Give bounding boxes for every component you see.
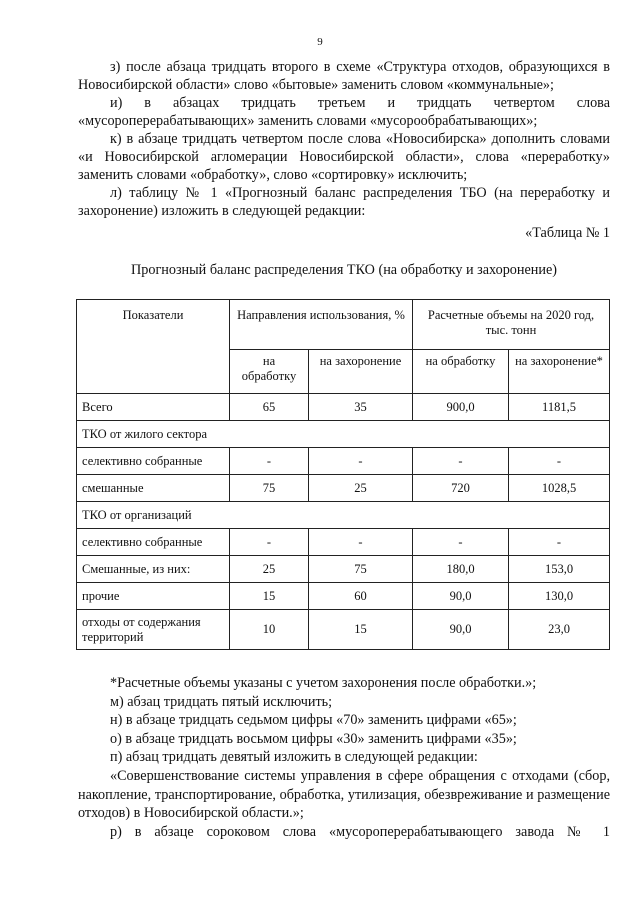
header-directions: Направления использования, % — [230, 300, 413, 350]
paragraph-r: р) в абзаце сороковом слова «мусороперерабатывающего завода № 1 — [110, 823, 610, 840]
table-cell: 720 — [413, 475, 509, 502]
table-row — [77, 529, 610, 556]
table-cell: 10 — [230, 610, 309, 650]
table-cell: 1028,5 — [509, 475, 610, 502]
amendments-bottom — [78, 674, 610, 841]
table-label: «Таблица № 1 — [525, 225, 610, 241]
table-cell: 23,0 — [509, 610, 610, 650]
table-cell: 15 — [230, 583, 309, 610]
table-cell: - — [309, 448, 413, 475]
table-cell: 90,0 — [413, 583, 509, 610]
paragraph-p-quote: «Совершенствование системы управления в сфере обращения с отходами (сбор, накопление, транспортирование, обработка, утилизация, обезвреживание и размещение отходов) в Новосибирской области.»; — [78, 767, 610, 822]
table-cell: 35 — [309, 394, 413, 421]
table-cell: 130,0 — [509, 583, 610, 610]
table-cell: 90,0 — [413, 610, 509, 650]
page-number: 9 — [317, 36, 323, 48]
table-cell: 153,0 — [509, 556, 610, 583]
subheader-landfill-volume: на захоронение* — [509, 350, 610, 394]
table-cell: 60 — [309, 583, 413, 610]
table-cell: - — [509, 529, 610, 556]
row-label: прочие — [77, 583, 230, 610]
table-cell: - — [230, 448, 309, 475]
paragraph-n: н) в абзаце тридцать седьмом цифры «70» заменить цифрами «65»; — [110, 712, 517, 729]
table-row — [77, 475, 610, 502]
table-cell: - — [413, 529, 509, 556]
table-row — [77, 448, 610, 475]
section-label: ТКО от жилого сектора — [77, 421, 610, 448]
table-row — [77, 394, 610, 421]
amendments-top — [78, 58, 610, 242]
row-label: смешанные — [77, 475, 230, 502]
table-cell: 75 — [230, 475, 309, 502]
table-cell: - — [413, 448, 509, 475]
forecast-table — [76, 299, 610, 650]
table-cell: 180,0 — [413, 556, 509, 583]
paragraph-m: м) абзац тридцать пятый исключить; — [110, 693, 333, 710]
table-caption: Прогнозный баланс распределения ТКО (на обработку и захоронение) — [131, 262, 557, 278]
table-row — [77, 583, 610, 610]
table-cell: 900,0 — [413, 394, 509, 421]
table-cell: 65 — [230, 394, 309, 421]
row-label: Всего — [77, 394, 230, 421]
subheader-processing-volume: на обработку — [413, 350, 509, 394]
paragraph-o: о) в абзаце тридцать восьмом цифры «30» заменить цифрами «35»; — [110, 730, 517, 747]
paragraph-z: з) после абзаца тридцать второго в схеме «Структура отходов, образующихся в Новосибирской области» слово «бытовые» заменить словом «коммунальные»; — [78, 59, 610, 93]
row-label: селективно собранные — [77, 448, 230, 475]
table-section-row — [77, 421, 610, 448]
footnote: *Расчетные объемы указаны с учетом захоронения после обработки.»; — [110, 675, 537, 691]
subheader-landfill: на захоронение — [309, 350, 413, 394]
table-cell: 25 — [309, 475, 413, 502]
table-cell: - — [509, 448, 610, 475]
table-row — [77, 610, 610, 650]
header-volumes: Расчетные объемы на 2020 год, тыс. тонн — [413, 300, 610, 350]
table-section-row — [77, 502, 610, 529]
paragraph-k: к) в абзаце тридцать четвертом после слова «Новосибирска» дополнить словами «и Новосибирской агломерации Новосибирской области», слова «переработку» заменить словами «обработку», слово «сортировку» исключить; — [78, 131, 610, 183]
paragraph-l: л) таблицу № 1 «Прогнозный баланс распределения ТБО (на переработку и захоронение) изложить в следующей редакции: — [78, 185, 610, 219]
table-cell: 1181,5 — [509, 394, 610, 421]
table-cell: 25 — [230, 556, 309, 583]
row-label: отходы от содержания территорий — [77, 610, 230, 650]
table-row — [77, 556, 610, 583]
paragraph-i: и) в абзацах тридцать третьем и тридцать четвертом слова «мусороперерабатывающих» заменить словами «мусорообрабатывающих»; — [78, 95, 610, 129]
table-header-row — [77, 300, 610, 350]
section-label: ТКО от организаций — [77, 502, 610, 529]
header-indicators: Показатели — [77, 300, 230, 394]
subheader-processing: на обработку — [230, 350, 309, 394]
table-cell: 15 — [309, 610, 413, 650]
row-label: Смешанные, из них: — [77, 556, 230, 583]
row-label: селективно собранные — [77, 529, 230, 556]
paragraph-p: п) абзац тридцать девятый изложить в следующей редакции: — [110, 749, 478, 766]
table-cell: - — [309, 529, 413, 556]
table-cell: - — [230, 529, 309, 556]
table-cell: 75 — [309, 556, 413, 583]
